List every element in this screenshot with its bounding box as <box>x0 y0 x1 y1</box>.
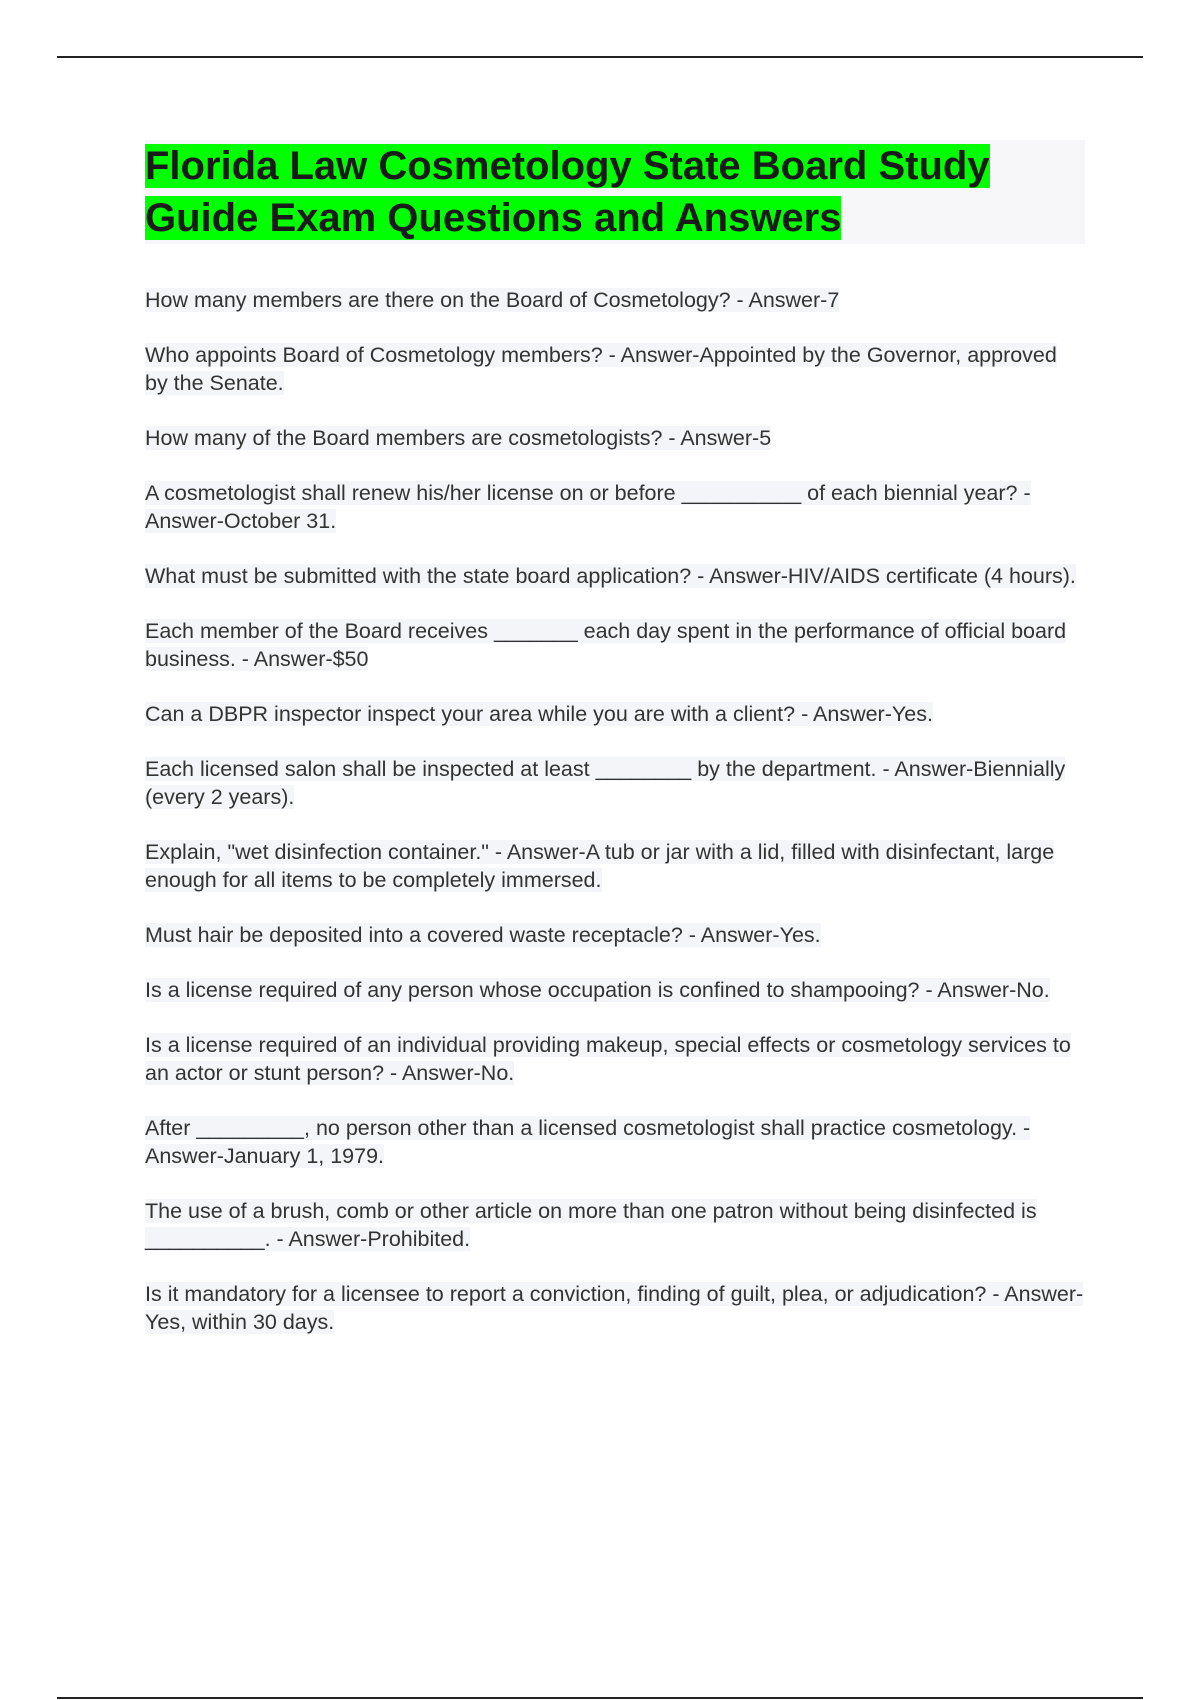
qa-item: How many members are there on the Board of Cosmetology? - Answer-7 <box>145 288 840 312</box>
qa-item: After _________, no person other than a licensed cosmetologist shall practice cosmetology. - Answer-January 1, 1979. <box>145 1116 1031 1168</box>
document-title: Florida Law Cosmetology State Board Study Guide Exam Questions and Answers <box>145 140 1085 244</box>
qa-item: How many of the Board members are cosmetologists? - Answer-5 <box>145 426 772 450</box>
qa-item: A cosmetologist shall renew his/her license on or before __________ of each biennial year? - Answer-October 31. <box>145 481 1031 533</box>
qa-item: Must hair be deposited into a covered waste receptacle? - Answer-Yes. <box>145 923 821 947</box>
qa-item: What must be submitted with the state board application? - Answer-HIV/AIDS certificate (4 hours). <box>145 564 1076 588</box>
qa-list <box>145 286 1085 1336</box>
qa-item: Is a license required of an individual providing makeup, special effects or cosmetology services to an actor or stunt person? - Answer-No. <box>145 1033 1071 1085</box>
qa-item: Each member of the Board receives _______ each day spent in the performance of official board business. - Answer-$50 <box>145 619 1067 671</box>
qa-item: Is a license required of any person whose occupation is confined to shampooing? - Answer-No. <box>145 978 1050 1002</box>
qa-item: Who appoints Board of Cosmetology members? - Answer-Appointed by the Governor, approved by the Senate. <box>145 343 1057 395</box>
qa-item: Is it mandatory for a licensee to report a conviction, finding of guilt, plea, or adjudication? - Answer-Yes, within 30 days. <box>145 1282 1084 1334</box>
qa-item: The use of a brush, comb or other article on more than one patron without being disinfected is __________. - Answer-Prohibited. <box>145 1199 1037 1251</box>
top-rule <box>57 56 1143 58</box>
qa-item: Can a DBPR inspector inspect your area while you are with a client? - Answer-Yes. <box>145 702 933 726</box>
qa-item: Explain, "wet disinfection container." - Answer-A tub or jar with a lid, filled with disinfectant, large enough for all items to be completely immersed. <box>145 840 1055 892</box>
qa-item: Each licensed salon shall be inspected at least ________ by the department. - Answer-Biennially (every 2 years). <box>145 757 1066 809</box>
document-body <box>145 140 1085 1363</box>
bottom-rule <box>57 1697 1143 1699</box>
